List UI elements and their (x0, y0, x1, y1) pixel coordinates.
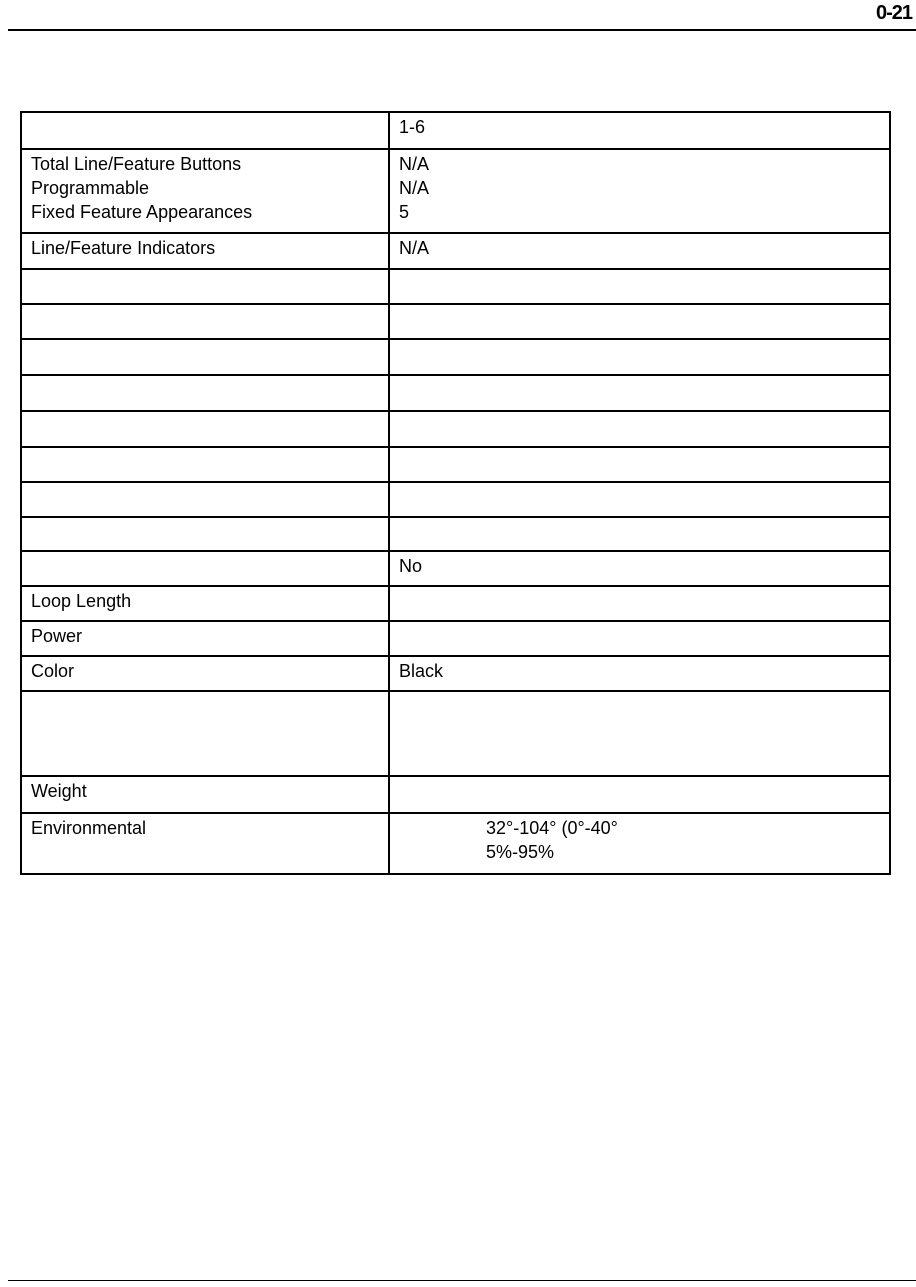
table-row (21, 112, 890, 149)
row-label (21, 304, 389, 339)
row-value (389, 447, 890, 482)
specifications-table (20, 111, 891, 875)
table-row (21, 411, 890, 447)
table-row (21, 776, 890, 813)
row-value (389, 339, 890, 375)
row-label (21, 447, 389, 482)
table-row (21, 447, 890, 482)
row-value (389, 586, 890, 621)
row-value: No (389, 551, 890, 586)
row-label: Total Line/Feature Buttons Programmable Fixed Feature Appearances (21, 149, 389, 233)
row-label (21, 411, 389, 447)
row-label: Power (21, 621, 389, 656)
table-row (21, 304, 890, 339)
table-row (21, 621, 890, 656)
table-row (21, 233, 890, 269)
row-value (389, 375, 890, 411)
table-row (21, 656, 890, 691)
row-value (389, 304, 890, 339)
row-label: Color (21, 656, 389, 691)
table-row (21, 551, 890, 586)
row-value (389, 621, 890, 656)
row-label: Line/Feature Indicators (21, 233, 389, 269)
row-value: N/A N/A 5 (389, 149, 890, 233)
row-label (21, 482, 389, 517)
row-value (389, 411, 890, 447)
row-value: N/A (389, 233, 890, 269)
page-number: 0-21 (875, 2, 912, 24)
table-row (21, 517, 890, 551)
table-row (21, 482, 890, 517)
row-label (21, 551, 389, 586)
row-value (389, 517, 890, 551)
row-label (21, 375, 389, 411)
row-label (21, 269, 389, 304)
table-row (21, 375, 890, 411)
table-row (21, 691, 890, 776)
row-label (21, 339, 389, 375)
row-value: Black (389, 656, 890, 691)
row-value (389, 269, 890, 304)
row-value: 32°-104° (0°-40° 5%-95% (389, 813, 890, 874)
table-row (21, 586, 890, 621)
table-row (21, 339, 890, 375)
row-label (21, 691, 389, 776)
table-row (21, 269, 890, 304)
footer-rule (8, 1280, 916, 1281)
row-value (389, 691, 890, 776)
row-label: Weight (21, 776, 389, 813)
table-row (21, 813, 890, 874)
row-value: 1-6 (389, 112, 890, 149)
row-value (389, 776, 890, 813)
table-row (21, 149, 890, 233)
row-label (21, 112, 389, 149)
row-label: Loop Length (21, 586, 389, 621)
row-label: Environmental (21, 813, 389, 874)
row-value (389, 482, 890, 517)
row-label (21, 517, 389, 551)
header-rule (8, 29, 916, 31)
